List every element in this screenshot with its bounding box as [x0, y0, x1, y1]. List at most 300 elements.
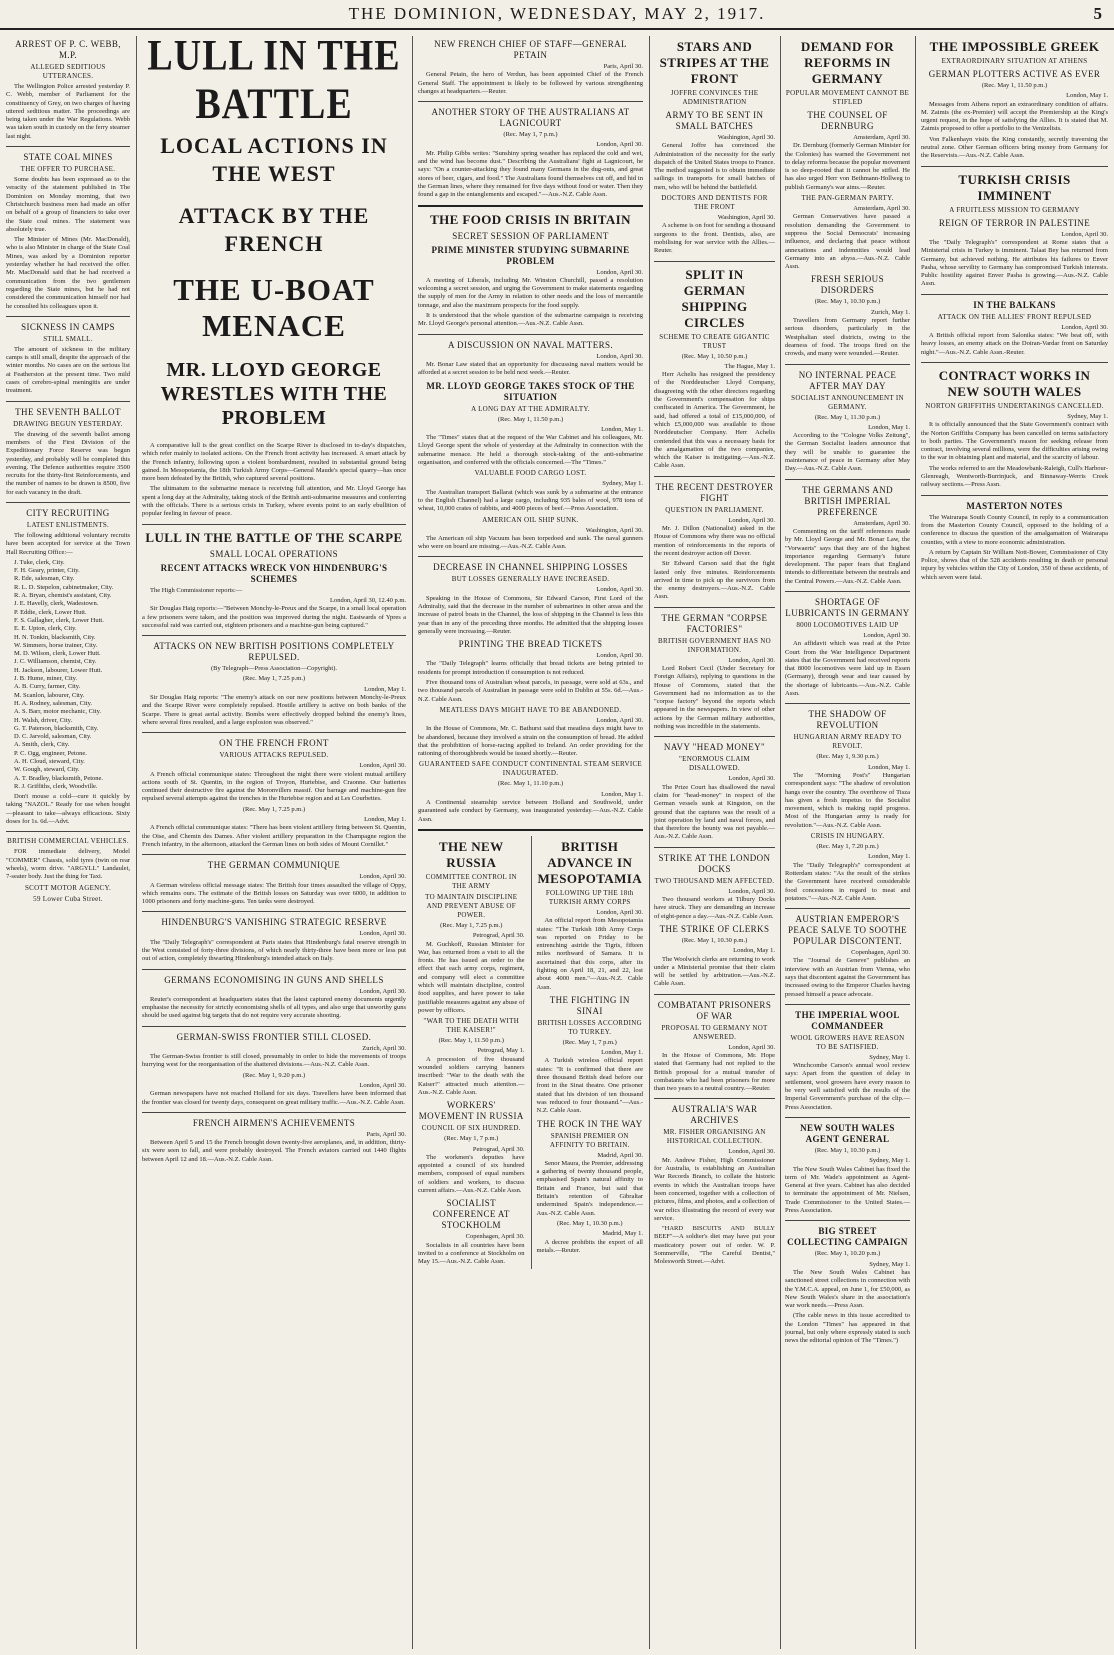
- article-text: Travellers from Germany report further serious disorders, particularly in the Westphalian steel districts, owing to the dearness of food. The troops fired on the crowds, and many were wounded.—Reuter.: [785, 317, 910, 358]
- divider: [654, 476, 775, 477]
- dateline: London, April 30.: [728, 1148, 775, 1156]
- subheadline: NORTON GRIFFITHS UNDERTAKINGS CANCELLED.: [925, 401, 1104, 410]
- subheadline: 8000 LOCOMOTIVES LAID UP: [796, 620, 899, 629]
- headline: NO INTERNAL PEACE AFTER MAY DAY: [798, 369, 897, 391]
- dateline: Petrograd, May 1.: [477, 1047, 525, 1055]
- received-time: (Rec. May 1, 7.25 p.m.): [242, 675, 306, 683]
- divider: [6, 502, 130, 503]
- dateline: London, April 30.: [863, 631, 910, 639]
- recruit-entry: M. D. Wilson, clerk, Lower Hutt.: [14, 650, 101, 658]
- subheadline: VARIOUS ATTACKS REPULSED.: [219, 751, 329, 760]
- subheadline: ATTACK ON THE ALLIES' FRONT REPULSED: [937, 312, 1092, 321]
- article-text: According to the "Cologne Volks Zeitung", the German Socialist leaders announce that they will be unable to guarantee the maintenance of peace in Germany after May Day.—Aus.-N.Z. Cable Assn.: [785, 432, 910, 473]
- divider: [6, 401, 130, 402]
- subheadline: WOOL GROWERS HAVE REASON TO BE SATISFIED.: [790, 1033, 905, 1051]
- recruit-entry: A. H. Cloud, steward, City.: [14, 758, 85, 765]
- article-text: The High Commissioner reports:—: [150, 586, 243, 594]
- column-1: [6, 36, 130, 1649]
- dateline: Paris, April 30.: [366, 1130, 406, 1138]
- dateline: London, May 1.: [601, 425, 643, 433]
- subheadline: TO MAINTAIN DISCIPLINE AND PREVENT ABUSE OF POWER.: [425, 892, 518, 919]
- headline: AUSTRIAN EMPEROR'S PEACE SALVE TO SOOTHE POPULAR DISCONTENT.: [788, 914, 907, 947]
- dateline: London, April 30.: [728, 1043, 775, 1051]
- divider: [785, 1220, 910, 1221]
- column-3: [418, 36, 643, 1649]
- subheadline: BUT LOSSES GENERALLY HAVE INCREASED.: [451, 575, 610, 584]
- dateline: Zurich, May 1.: [871, 308, 910, 316]
- dateline: London, April 30.: [359, 1081, 406, 1089]
- editorial-note: (The cable news in this issue accredited to the London "Times" has appeared in that journal, but only where expressly stated is such news the editorial opinion of The "Times."): [785, 1312, 910, 1345]
- article-text: Reuter's correspondent at headquarters states that the latest captured enemy documents urgently emphasise the necessity for strictly economising shells of all types, and also urge that unworthy guns should be used against big targets that do not require very accurate shooting.: [142, 995, 406, 1020]
- article-text: M. Guchkoff, Russian Minister for War, has returned from a visit to all the fronts. He has issued an order to the effect that each army corps, regiment, and company will elect a committee which will maintain discipline, control food supplies, and have power to take justifiable measures against any abuse of power by officers.: [418, 940, 525, 1014]
- headline: HINDENBURG'S VANISHING STRATEGIC RESERVE: [161, 917, 387, 928]
- subheadline: REIGN OF TERROR IN PALESTINE: [938, 217, 1091, 228]
- dateline: London, April 30.: [596, 908, 643, 916]
- dateline: London, April 30.: [596, 716, 643, 724]
- article-text: The "Daily Telegraph's" correspondent at Paris states that Hindenburg's fatal reserve strength in the West consisted of forty-three divisions, of which nearly thirty-three have been more or less put out of action, completely thwarting Hindenburg's intended attack on Italy.: [142, 938, 406, 963]
- masthead: [0, 0, 1114, 30]
- divider: [921, 166, 1108, 167]
- headline: THE SHADOW OF REVOLUTION: [808, 709, 887, 731]
- headline: ARREST OF P. C. WEBB, M.P.: [15, 39, 121, 60]
- dateline: Paris, April 30.: [603, 63, 643, 70]
- headline: CITY RECRUITING: [26, 507, 110, 518]
- divider: [921, 495, 1108, 496]
- received-time: (Rec. May 1, 7 p.m.): [562, 1038, 617, 1046]
- received-time: (Rec. May 1, 11.50 p.m.): [497, 415, 564, 423]
- received-time: (Rec. May 1, 7.25 p.m.): [440, 921, 503, 929]
- article-text: The "Daily Telegraph" learns officially that bread tickets are being printed to residents for prompt introduction if consumption is not reduced.: [418, 660, 643, 676]
- article-text: Mr. Philip Gibbs writes: "Sunshiny spring weather has replaced the cold and wet, and the wind has become dust." Describing the Australians' fight at Lagnicourt, he says: "On a counter-attacking they found many Germans in the dug-outs, and great stores of beer, cigars, and food." The Australians found themselves cut off, and hid in the German lines, where they remained for five days without food or water. Then they found a gap in the entanglements and escaped."—Aus.-N.Z. Cable Assn.: [418, 149, 643, 199]
- column-4: [654, 36, 775, 1649]
- subheadline: DRAWING BEGUN YESTERDAY.: [13, 419, 123, 428]
- headline: SPLIT IN GERMAN SHIPPING CIRCLES: [681, 266, 748, 330]
- headline: STATE COAL MINES: [23, 152, 113, 163]
- dateline: Sydney, May 1.: [869, 1053, 910, 1061]
- headline: ANOTHER STORY OF THE AUSTRALIANS AT LAGNICOURT: [431, 107, 630, 129]
- headline: THE ROCK IN THE WAY: [537, 1118, 643, 1129]
- dateline: London, April 30.: [596, 141, 643, 149]
- divider: [142, 524, 406, 525]
- article-text: A French official communique states: Throughout the night there were violent mutual artillery actions south of St. Quentin, in the region of Troyon, Hurtebise, and Craonne. Our batteries continued their destructive fire against the Moronvillers massif. Our barrage and machine-gun fire repulsed several attempts against the trenches in the Hurtebise region and at Les Courbettes.: [142, 770, 406, 803]
- dateline: The Hague, May 1.: [724, 362, 775, 370]
- received-time: (Rec. May 1, 10.50 p.m.): [681, 352, 748, 360]
- article-text: The ultimatum to the submarine menace is receiving full attention, and Mr. Lloyd George has spent a long day at the Admiralty, taking stock of the British anti-submarine measures and conferring with the officials. There is a serious crisis in Turkey, where events point to an early ebullition of popular feeling in favour of peace.: [142, 485, 406, 518]
- headline: THE FIGHTING IN SINAI: [549, 994, 630, 1016]
- divider: [6, 316, 130, 317]
- headline: THE GERMAN COMMUNIQUE: [207, 860, 341, 871]
- headline: ATTACKS ON NEW BRITISH POSITIONS COMPLETELY REPULSED.: [153, 641, 395, 663]
- article-text: An affidavit which was read at the Prize Court from the War Intelligence Department states that the Government had received reports that 8000 locomotives were laid up in Essen (Germany), through wear and tear caused by the shortage of lubricants.—Aus.-N.Z. Cable Assn.: [785, 640, 910, 698]
- divider: [785, 364, 910, 365]
- subheadline: FOLLOWING UP THE 18th TURKISH ARMY CORPS: [545, 888, 634, 906]
- divider: [785, 591, 910, 592]
- divider: [142, 732, 406, 733]
- recruit-entry: J. E. Havelly, clerk, Wadestown.: [14, 600, 99, 608]
- subheadline: GUARANTEED SAFE CONDUCT CONTINENTAL STEAM SERVICE INAUGURATED.: [419, 760, 642, 778]
- article-text: A German wireless official message states: The British four times assaulted the village of Oppy, which remains ours. The estimate of the British losses on Saturday was over 6000, in addition to 1000 prisoners and forty machine-guns. Ten tanks were destroyed.: [142, 881, 406, 906]
- article-text: It is understood that the whole question of the submarine campaign is receiving Mr. Lloyd George's personal attention.—Aus.-N.Z. Cable Assn.: [418, 312, 643, 328]
- article-text: A French official communique states: "There has been violent artillery firing between St. Quentin, the Oise, and Chemin des Dames. After violent artillery preparation in the Champagne region the French infantry, in the afternoon, attacked the German lines on both sides of Mount Cornillet.": [142, 824, 406, 848]
- article-text: Socialists in all countries have been invited to a conference at Stockholm on May 15.—Aus.-N.Z. Cable Assn.: [418, 1241, 525, 1266]
- article-text: Herr Achelis has resigned the presidency of the Norddeutscher Lloyd Company, disagreeing with the other directors regarding the Government's compensation for ships confiscated in America. The Government, he said, had offered a total of £15,000,000, of which £5,000,000 was available to those Norddeutscher Company. Herr Achelis contended that this was a necessary basis for the amalgamation of the two companies, which the Kaiser is instigating.—Aus.-N.Z. Cable Assn.: [654, 371, 775, 470]
- recruit-entry: R. A. Bryan, chemist's assistant, City.: [14, 592, 112, 600]
- headline: STARS AND STRIPES AT THE FRONT: [659, 39, 770, 86]
- article-text: A decree prohibits the export of all metals.—Reuter.: [536, 1238, 643, 1254]
- dateline: London, April 30.: [596, 652, 643, 660]
- recruit-entry: J. Tuke, clerk, City.: [14, 558, 65, 566]
- recruit-list: [6, 559, 130, 791]
- subheadline: LATEST ENLISTMENTS.: [26, 520, 110, 529]
- divider: [6, 831, 130, 832]
- main-subheadline: MR. LLOYD GEORGE WRESTLES WITH THE PROBLEM: [160, 359, 388, 429]
- received-time: (Rec. May 1, 7 p.m.): [444, 1135, 499, 1143]
- headline: LULL IN THE BATTLE OF THE SCARPE: [145, 529, 403, 545]
- divider: [142, 1112, 406, 1113]
- dateline: Copenhagen, April 30.: [465, 1233, 525, 1241]
- received-time: (Rec. May 1, 11.50 p.m.): [981, 82, 1048, 89]
- headline: THE STRIKE OF CLERKS: [659, 923, 770, 934]
- dateline: London, April 30.: [728, 656, 775, 664]
- subheadline: PROPOSAL TO GERMANY NOT ANSWERED.: [661, 1023, 768, 1041]
- dateline: London, May 1.: [601, 790, 643, 798]
- subheadline: GERMAN PLOTTERS ACTIVE AS EVER: [928, 69, 1101, 79]
- column-rule: [915, 36, 916, 1649]
- article-text: Mr. J. Dillon (Nationalist) asked in the House of Commons why there was no official mention of reinforcements in the reports of the recent destroyer action off Dover.: [654, 525, 775, 557]
- dateline: London, April 30, 12.40 p.m.: [329, 596, 406, 604]
- headline: FRESH SERIOUS DISORDERS: [811, 274, 884, 296]
- article-text: Mr. Bonar Law stated that an opportunity for discussing naval matters would be afforded at a secret session to be held next week.—Reuter.: [418, 360, 643, 377]
- advertisement-agency: SCOTT MOTOR AGENCY.: [24, 883, 112, 892]
- dateline: Sydney, May 1.: [869, 1157, 910, 1165]
- article-text: Mr. Andrew Fisher, High Commissioner for Australia, is establishing an Australian War Records Branch, to collate the historic events in which the Australian troops have been concerned, together with a collection of pictures, films, and photos, and a collection of war relics illustrating the record of every war service.: [654, 1156, 775, 1222]
- headline: MR. LLOYD GEORGE TAKES STOCK OF THE SITUATION: [426, 380, 635, 402]
- source-note: (By Telegraph—Press Association—Copyright).: [211, 665, 337, 673]
- subheadline: "ENORMOUS CLAIM DISALLOWED.: [679, 755, 750, 773]
- dateline: London, April 30.: [1061, 230, 1108, 238]
- dateline: Sydney, May 1.: [869, 1260, 910, 1268]
- headline: NEW FRENCH CHIEF OF STAFF—GENERAL PETAIN: [434, 39, 627, 60]
- article-text: Winchcombe Carson's annual wool review says: Apart from the question of delay in settlement, wool growers have every reason to be very well satisfied with the results of the Imperial Government's purchase of the clip.—Press Association.: [785, 1062, 910, 1111]
- received-time: (Rec. May 1, 10.30 p.m.): [681, 936, 748, 944]
- recruit-entry: A. T. Bradley, blacksmith, Petone.: [14, 774, 104, 782]
- headline: MASTERTON NOTES: [966, 500, 1063, 511]
- article-text: The New South Wales Cabinet has fixed the term of Mr. Wade's appointment as Agent-General at five years. Cabinet has also decided to terminate the appointment of Mr. Nielsen, Trade Commissioner to the United States.—Press Association.: [785, 1165, 910, 1215]
- article-text: The "Daily Telegraph's" correspondent at Rome states that a Ministerial crisis in Turkey is imminent. Talaat Bey has returned from Germany, but achieved nothing. He attributes his failures to Enver Pasha, whose servility to Germany has compromised Turkish interests. Public hostility against Enver Pasha is growing.—Aus.-N.Z. Cable Assn.: [921, 238, 1108, 288]
- column-rule: [780, 36, 781, 1649]
- recruit-entry: M. Scanlon, labourer, City.: [14, 691, 85, 699]
- headline: FRENCH AIRMEN'S ACHIEVEMENTS: [192, 1117, 356, 1128]
- subheadline: DOCTORS AND DENTISTS FOR THE FRONT: [661, 194, 768, 212]
- article-text: An official report from Mesopotamia states: "The Turkish 18th Army Corps was reported on Friday to be entrenching astride the Tigris, fifteen miles northward of Samara. It is ascertained that this corps, after its fighting on April 18, 21, and 22, lost about 4000 men."—Aus.-N.Z. Cable Assn.: [536, 917, 643, 991]
- subheadline: BRITISH GOVERNMENT HAS NO INFORMATION.: [658, 636, 771, 654]
- subheadline: A LONG DAY AT THE ADMIRALTY.: [471, 404, 590, 413]
- recruit-entry: D. C. Jarvold, salesman, City.: [14, 733, 92, 741]
- headline: THE FOOD CRISIS IN BRITAIN: [430, 211, 631, 227]
- article-text: Messages from Athens report an extraordinary condition of affairs. M. Zaimis (the ex-Premier) will accept the Premiership at the King's urgent request, in the hope of satisfying the Allies. It is stated that M. Zaimis proposed to offer a portfolio to the Venizelists.: [921, 100, 1108, 133]
- article-text: Lord Robert Cecil (Under Secretary for Foreign Affairs), replying to questions in the House of Commons, stated that the Government had no information as to the "corpse factory" beyond the reports which appeared in the newspapers. In view of other actions by the German military authorities, nothing was incredible in the statements.: [654, 664, 775, 731]
- advertisement-address: 59 Lower Cuba Street.: [33, 894, 103, 903]
- article-text: Sir Edward Carson said that the fight lasted only five minutes. Reinforcements arrived in time to pick up the survivors from the enemy destroyers.—Aus.-N.Z. Cable Assn.: [654, 560, 775, 601]
- subheadline: SPANISH PREMIER ON AFFINITY TO BRITAIN.: [549, 1131, 630, 1149]
- dateline: London, April 30.: [596, 586, 643, 594]
- dateline: London, May 1.: [868, 853, 910, 861]
- subheadline: SCHEME TO CREATE GIGANTIC TRUST: [659, 332, 770, 350]
- received-time: (Rec. May 1, 7 p.m.): [503, 131, 558, 139]
- received-time: (Rec. May 1, 11.30 p.m.): [814, 413, 881, 421]
- divider: [418, 334, 643, 335]
- divider: [654, 261, 775, 262]
- recruit-entry: R. J. Griffiths, clerk, Woodville.: [14, 782, 98, 790]
- divider: [654, 736, 775, 737]
- column-5: [785, 36, 910, 1649]
- headline: COMBATANT PRISONERS OF WAR: [657, 999, 772, 1021]
- divider: [654, 994, 775, 995]
- article-text: The Minister of Mines (Mr. MacDonald), who is also Minister in charge of the State Coal Mines, was asked by a Dominion reporter yesterday whether he had received the offer. Mr. MacDonald said that he had received a communication from the two gentlemen regarding the State mines, but he had not considered the communication himself nor had he consulted his colleagues upon it.: [6, 236, 130, 310]
- advertisement-text: Don't mouse a cold—cure it quickly by taking "NAZOL." Ready for use when bought—pleasant to take—always efficacious. Sixty doses for 1s. 6d.—Advt.: [6, 793, 130, 826]
- headline: THE IMPERIAL WOOL COMMANDEER: [795, 1009, 900, 1031]
- headline: GERMAN-SWISS FRONTIER STILL CLOSED.: [176, 1031, 372, 1042]
- subheadline: THE PAN-GERMAN PARTY.: [801, 194, 894, 203]
- dateline: Madrid, May 1.: [602, 1230, 643, 1238]
- article-text: A comparative lull is the great conflict on the Scarpe River is disclosed in to-day's dispatches, which refer mainly to isolated actions. On the French front activity has increased. A smart attack by the French infantry, following upon a violent bombardment, resulted in substantial ground being gained. In Mesopotamia, the 18th Turkish Army Corps—General Maude's special quarry—has once more been defeated by the British, who captured several positions.: [142, 442, 406, 483]
- dateline: London, May 1.: [868, 423, 910, 431]
- recruit-entry: W. Simmers, horse trainer, City.: [14, 641, 98, 649]
- dateline: London, April 30.: [359, 930, 406, 938]
- headline: THE SEVENTH BALLOT: [15, 406, 121, 417]
- article-text: Between April 5 and 15 the French brought down twenty-five aeroplanes, and, in addition, thirty-six were seen to fall, and were probably destroyed. The French aviators carried out 1440 flights between April 12 and 18.—Aus.-N.Z. Cable Assn.: [142, 1139, 406, 1163]
- headline: PRINTING THE BREAD TICKETS: [458, 639, 603, 650]
- sub-columns: [418, 836, 643, 1269]
- recruit-entry: P. Eddie, clerk, Lower Hutt.: [14, 608, 87, 616]
- headline: GERMANS ECONOMISING IN GUNS AND SHELLS: [164, 974, 384, 985]
- subheadline: THE COUNSEL OF DERNBURG: [807, 110, 888, 131]
- subheadline: CRISIS IN HUNGARY.: [810, 832, 885, 841]
- recruit-entry: H. Jackson, labourer, Lower Hutt.: [14, 666, 103, 674]
- column-rule: [649, 36, 650, 1649]
- article-text: Senor Maura, the Premier, addressing a gathering of twenty thousand people, emphasised Spain's natural affinity to Britain and France, but said that Britain's retention of Gibraltar undermined Spain's independence.—Aus.-N.Z. Cable Assn.: [536, 1159, 643, 1217]
- recruit-entry: P. C. Ogg, engineer, Petone.: [14, 749, 87, 757]
- main-headline: LULL IN THE BATTLE: [147, 36, 401, 129]
- subheadline: TWO THOUSAND MEN AFFECTED.: [654, 876, 775, 885]
- divider: [418, 205, 643, 207]
- divider: [785, 703, 910, 704]
- received-time: (Rec. May 1, 7.20 p.m.): [816, 843, 879, 851]
- divider: [785, 479, 910, 480]
- subheadline: HUNGARIAN ARMY READY TO REVOLT.: [793, 733, 902, 751]
- article-text: Sir Douglas Haig reports:—"Between Monchy-le-Preux and the Scarpe, in a small local operation a few prisoners were taken, and the position was improved during the night. Eastwards of Ypres a successful raid was carried out, eighteen prisoners and a machine-gun being captured.": [142, 605, 406, 629]
- recruit-entry: G. T. Paterson, blacksmith, City.: [14, 724, 99, 732]
- headline: BRITISH ADVANCE IN MESOPOTAMIA: [537, 838, 643, 886]
- subheadline: THE OFFER TO PURCHASE.: [20, 165, 116, 174]
- subheadline: SMALL LOCAL OPERATIONS: [209, 548, 339, 559]
- divider: [654, 1098, 775, 1099]
- dateline: Zurich, April 30.: [362, 1044, 406, 1052]
- divider: [142, 911, 406, 912]
- article-text: A scheme is on foot for sending a thousand surgeons to the front. Dentists, also, are mobilising for war service with the Allies.—Reuter.: [654, 222, 775, 255]
- dateline: Washington, April 30.: [585, 526, 643, 534]
- subheadline: ARMY TO BE SENT IN SMALL BATCHES: [665, 110, 764, 131]
- subheadline: BRITISH LOSSES ACCORDING TO TURKEY.: [537, 1018, 642, 1036]
- headline: SHORTAGE OF LUBRICANTS IN GERMANY: [785, 596, 910, 618]
- article-text: The Australian transport Ballarat (which was sunk by a submarine at the entrance to the English Channel) had a large cargo, including 935 bales of wool, 978 tons of wheat, 10,000 crates of rabbits, and 4000 pieces of beef.—Press Association.: [418, 488, 643, 513]
- dateline: London, May 1.: [868, 763, 910, 771]
- dateline: London, May 1.: [1066, 92, 1108, 100]
- article-text: The drawing of the seventh ballot among members of the First Division of the Expeditionary Force Reserve was begun yesterday, and probably will be completed this evening. The Defence authorities require 3500 recruits for the thirty-first Reinforcements, and the number of names to be drawn is 8500, five for each vacancy in the draft.: [6, 430, 130, 496]
- article-text: A procession of five thousand wounded soldiers carrying banners inscribed: "War to the death with the Kaiser!" attracted much attention.—Aus.-N.Z. Cable Assn.: [418, 1055, 525, 1096]
- article-text: The amount of sickness in the military camps is still small, despite the approach of the winter months. No cases are on the serious list at Featherston at the present time. Two mild cases of cerebro-spinal meningitis are under treatment.: [6, 345, 130, 395]
- advertisement-text: "HARD BISCUITS AND BULLY BEEF"—A soldier's diet may have put your masticatory power out of order. W. P. Sommerville, "The Careful Dentist," Molesworth Street.—Advt.: [654, 1225, 775, 1266]
- divider: [418, 101, 643, 102]
- received-time: (Rec. May 1, 9.20 p.m.): [242, 1071, 306, 1079]
- dateline: London, April 30.: [728, 775, 775, 783]
- recruit-entry: J. C. Williamson, chemist, City.: [14, 658, 97, 666]
- divider: [785, 908, 910, 909]
- headline: BIG STREET COLLECTING CAMPAIGN: [787, 1226, 908, 1248]
- divider: [142, 635, 406, 636]
- article-text: In the House of Commons, Mr. C. Bathurst said that meatless days might have to be abandoned, because they involved a strain on the consumption of bread. He added that the prohibition of horse-racing applied to Ireland. An order providing for the rationing of thoroughbreds would be issued shortly.—Reuter.: [418, 725, 643, 758]
- recruit-entry: R. L. D. Stepelon, cabinetmaker, City.: [14, 583, 114, 591]
- article-text: The New South Wales Cabinet has sanctioned street collections in connection with the Y.M.C.A. appeal, on June 1, for £50,000, as New South Wales's share in the association's war work needs.—Press Assn.: [785, 1268, 910, 1310]
- dateline: London, May 1.: [733, 947, 775, 955]
- headline: DECREASE IN CHANNEL SHIPPING LOSSES: [433, 562, 628, 573]
- divider: [785, 1004, 910, 1005]
- recruit-entry: W. Gough, steward, City.: [14, 766, 80, 774]
- article-text: The Woolwich clerks are returning to work under a Ministerial promise that their claim will be settled by arbitration.—Aus.-N.Z. Cable Assn.: [654, 955, 775, 988]
- dateline: London, April 30.: [728, 516, 775, 524]
- article-text: Dr. Dernburg (formerly German Minister for the Colonies) has warned the Government not to delay reforms because the popular movement is so deep-rooted that it cannot be stifled. He has also urged Herr von Bethmann-Hollweg to publish Germany's war aims.—Reuter.: [785, 142, 910, 191]
- dateline: London, April 30.: [359, 987, 406, 995]
- recruit-entry: H. N. Tonkin, blacksmith, City.: [14, 633, 96, 641]
- dateline: Petrograd, April 30.: [472, 1145, 525, 1153]
- received-time: (Rec. May 1, 10.30 p.m.): [814, 298, 881, 306]
- dateline: London, April 30.: [596, 268, 643, 276]
- divider: [654, 847, 775, 848]
- article-text: A British official report from Salonika states: "We beat off, with heavy losses, an enemy attack on the Doiran-Vardar front on Saturday night."—Aus.-N.Z. Cable Assn.-Reuter.: [921, 332, 1108, 356]
- subheadline: MR. FISHER ORGANISING AN HISTORICAL COLLECTION.: [663, 1128, 766, 1146]
- article-text: The Wairarapa South County Council, in reply to a communication from the Masterton County Council, opposed to the holding of a conference to discuss the question of the amalgamation of Wairarapa counties, with a view to more economic administration.: [921, 513, 1108, 546]
- subheadline: SECRET SESSION OF PARLIAMENT: [452, 230, 609, 241]
- dateline: Copenhagen, April 30.: [851, 949, 910, 957]
- subheadline: EXTRAORDINARY SITUATION AT ATHENS: [941, 57, 1088, 65]
- article-text: The "Journal de Geneve" publishes an interview with an Austrian from Vienna, who says that discontent against the Government has increased owing to the Emperor Charles having pressed himself a peace advocate.: [785, 957, 910, 998]
- headline: IN THE BALKANS: [973, 299, 1056, 310]
- article-text: Von Falkenhayn visits the King constantly, secretly traversing the neutral zone. Other German officers bring money from Germany for the Reservists.—Aus.-N.Z. Cable Assn.: [921, 135, 1108, 160]
- recruit-entry: H. A. Rodney, salesman, City.: [14, 699, 93, 707]
- recruit-entry: H. Walsh, driver, City.: [14, 716, 73, 724]
- article-text: Five thousand tons of Australian wheat parcels, in passage, were sold at 63s., and two thousand parcels of Australian in passage were sold in Dublin at 55s. 6d.—Aus.-N.Z. Cable Assn.: [418, 679, 643, 703]
- divider: [6, 146, 130, 147]
- subheadline: "WAR TO THE DEATH WITH THE KAISER!": [423, 1017, 520, 1035]
- received-time: (Rec. May 1, 7.25 p.m.): [242, 805, 306, 813]
- article-text: A meeting of Liberals, including Mr. Winston Churchill, passed a resolution welcoming a secret session, and urging the Government to make statements regarding the supply of men for the Army in relation to other needs and the loss of mercantile tonnage, and also the maximum prospects for the food supply.: [418, 276, 643, 309]
- subheadline: SOCIALIST ANNOUNCEMENT IN GERMANY.: [791, 393, 904, 411]
- recruit-entry: E. E. Upton, clerk, City.: [14, 625, 77, 633]
- dateline: Washington, April 30.: [717, 134, 775, 141]
- received-time: (Rec. May 1, 10.20 p.m.): [814, 1250, 881, 1258]
- article-text: The American oil ship Vacuum has been torpedoed and sunk. The naval gunners who were on board are missing.—Aus.-N.Z. Cable Assn.: [418, 534, 643, 551]
- subheadline: QUESTION IN PARLIAMENT.: [665, 505, 764, 514]
- dateline: London, April 30.: [1061, 323, 1108, 331]
- dateline: Amsterdam, April 30.: [853, 134, 910, 141]
- dateline: London, April 30.: [596, 352, 643, 360]
- article-text: The Prize Court has disallowed the naval claim for "head-money" in respect of the German vessels sunk at Kingston, on the ground that the captures was the result of a joint operation by land and naval forces, and that therefore the bounty was not payable.—Aus.-N.Z. Cable Assn.: [654, 783, 775, 841]
- article-text: The following additional voluntary recruits have been accepted for service at the Town Hall Recruiting Office:—: [6, 531, 130, 556]
- headline: TURKISH CRISIS IMMINENT: [958, 171, 1071, 203]
- received-time: (Rec. May 1, 11.10 p.m.): [497, 780, 564, 788]
- headline: THE NEW RUSSIA: [438, 838, 504, 870]
- headline: WORKERS' MOVEMENT IN RUSSIA: [418, 1100, 524, 1122]
- recruit-entry: F. S. Gallagher, clerk, Lower Hutt.: [14, 616, 104, 624]
- headline: STRIKE AT THE LONDON DOCKS: [658, 852, 771, 874]
- article-text: It is officially announced that the State Government's contract with the Norton Griffiths Company has been cancelled on terms satisfactory to both parties. The Government's reason for seeking release from contract, involving several millions, were the difficulties arising owing to the war in obtaining plant and material, and the scarcity of labour.: [921, 421, 1108, 462]
- subheadline: AMERICAN OIL SHIP SUNK.: [482, 515, 579, 524]
- article-text: A Continental steamship service between Holland and Southwold, under guaranteed safe conduct by Germany, was inaugurated yesterday.—Aus.-N.Z. Cable Assn.: [418, 799, 643, 823]
- main-subheadline: LOCAL ACTIONS IN THE WEST: [160, 133, 388, 186]
- article-text: The Wellington Police arrested yesterday P. C. Webb, member of Parliament for the constituency of Grey, on two charges of having uttered seditious matter. The proceedings are being taken under the War Regulations. Webb was taken south in custody on the ferry steamer last night.: [6, 83, 130, 140]
- article-text: General Petain, the hero of Verdun, has been appointed Chief of the French General Staff. The appointment is likely to be followed by various strengthening changes at headquarters.—Reuter.: [418, 71, 643, 95]
- dateline: Washington, April 30.: [717, 214, 775, 222]
- divider: [921, 294, 1108, 295]
- dateline: London, May 1.: [364, 816, 406, 824]
- received-time: (Rec. May 1, 10.30 p.m.): [814, 1146, 881, 1154]
- article-text: A Turkish wireless official report states: "It is confirmed that there are three thousand British dead before our front in the Sinai theatre. One prisoner stated that his division of ten thousand was reduced to four thousand."—Aus.-N.Z. Cable Assn.: [536, 1057, 643, 1115]
- headline: THE RECENT DESTROYER FIGHT: [655, 481, 774, 503]
- article-text: Sir Douglas Haig reports: "The enemy's attack on our new positions between Monchy-le-Preux and the Scarpe River were completely repulsed. Hostile artillery is active on both banks of the Scarpe. There is great aerial activity. Bombs were effectively dropped behind the enemy's lines, where several fires resulted, and a large explosion was observed.": [142, 694, 406, 726]
- divider: [785, 1117, 910, 1118]
- divider: [921, 362, 1108, 363]
- divider: [418, 556, 643, 557]
- sub-column-left: [418, 836, 525, 1269]
- headline: THE IMPOSSIBLE GREEK: [929, 39, 1100, 54]
- article-text: Commenting on the tariff references made by Mr. Lloyd George and Mr. Bonar Law, the "Vorwaerts" says that they are of the highest importance regarding Germany's future development. The paper fears that England intends to differentiate between the neutrals and the Central Powers.—Aus.-N.Z. Cable Assn.: [785, 527, 910, 585]
- subheadline: ALLEGED SEDITIOUS UTTERANCES.: [30, 63, 106, 80]
- divider: [418, 829, 643, 831]
- headline: CONTRACT WORKS IN NEW SOUTH WALES: [938, 367, 1091, 399]
- dateline: Madrid, April 30.: [597, 1151, 643, 1159]
- dateline: London, May 1.: [364, 685, 406, 693]
- subheadline: STILL SMALL.: [43, 334, 93, 343]
- headline: SOCIALIST CONFERENCE AT STOCKHOLM: [432, 1198, 510, 1231]
- subheadline: A FRUITLESS MISSION TO GERMANY: [949, 205, 1080, 214]
- article-text: A return by Captain Sir William Nott-Bower, Commissioner of City Police, shows that of the 528 accidents resulting in death or personal injury by vehicles within the City of London, 350 of these accidents, of which seven were fatal.: [921, 548, 1108, 581]
- recruit-entry: A. S. Barr, motor mechanic, City.: [14, 708, 102, 716]
- dateline: Amsterdam, April 30.: [853, 519, 910, 527]
- article-text: The "Daily Telegraph's" correspondent at Rotterdam states: "As the result of the strikes the Government have received considerable food concessions in regard to meat and potatoes."—Aus.-N.Z. Cable Assn.: [785, 861, 910, 902]
- subheadline: JOFFRE CONVINCES THE ADMINISTRATION: [670, 89, 759, 106]
- headline: ON THE FRENCH FRONT: [219, 738, 329, 749]
- column-2: [142, 36, 406, 1649]
- recruit-entry: J. B. Hume, miner, City.: [14, 675, 78, 683]
- dateline: London, April 30.: [728, 887, 775, 895]
- headline: AUSTRALIA'S WAR ARCHIVES: [671, 1104, 758, 1126]
- divider: [142, 969, 406, 970]
- dateline: Sydney, May 1.: [602, 480, 643, 488]
- received-time: (Rec. May 1, 9.30 p.m.): [816, 753, 879, 761]
- article-text: The workmen's deputies have appointed a council of six hundred members, composed of equal numbers of soldiers and workers, to discuss current affairs.—Aus.-N.Z. Cable Assn.: [418, 1153, 525, 1195]
- headline: DEMAND FOR REFORMS IN GERMANY: [800, 39, 895, 86]
- dateline: Petrograd, April 30.: [472, 932, 525, 940]
- headline: THE GERMAN "CORPSE FACTORIES": [661, 612, 768, 634]
- received-time: (Rec. May 1, 11.50 p.m.): [438, 1037, 504, 1045]
- subheadline: POPULAR MOVEMENT CANNOT BE STIFLED: [785, 89, 910, 106]
- article-text: The "Morning Post's" Hungarian correspondent says: "The shadow of revolution hangs over the country. The overthrow of Tisza has given a fresh impetus to the Socialist movement, which is making rapid progress. Most of the Hungarian army is ready for revolution."—Aus.-N.Z. Cable Assn.: [785, 771, 910, 829]
- article-text: Some doubts has been expressed as to the veracity of the statement published in The Dominion on Monday morning, that two Christchurch business men had made an offer on behalf of a group of financiers to take over the State coal mines. The statement was absolutely true.: [6, 176, 130, 233]
- dateline: London, April 30.: [359, 873, 406, 881]
- headline: NEW SOUTH WALES AGENT GENERAL: [800, 1122, 895, 1144]
- column-6: [921, 36, 1108, 1649]
- page-number: 5: [1093, 4, 1102, 23]
